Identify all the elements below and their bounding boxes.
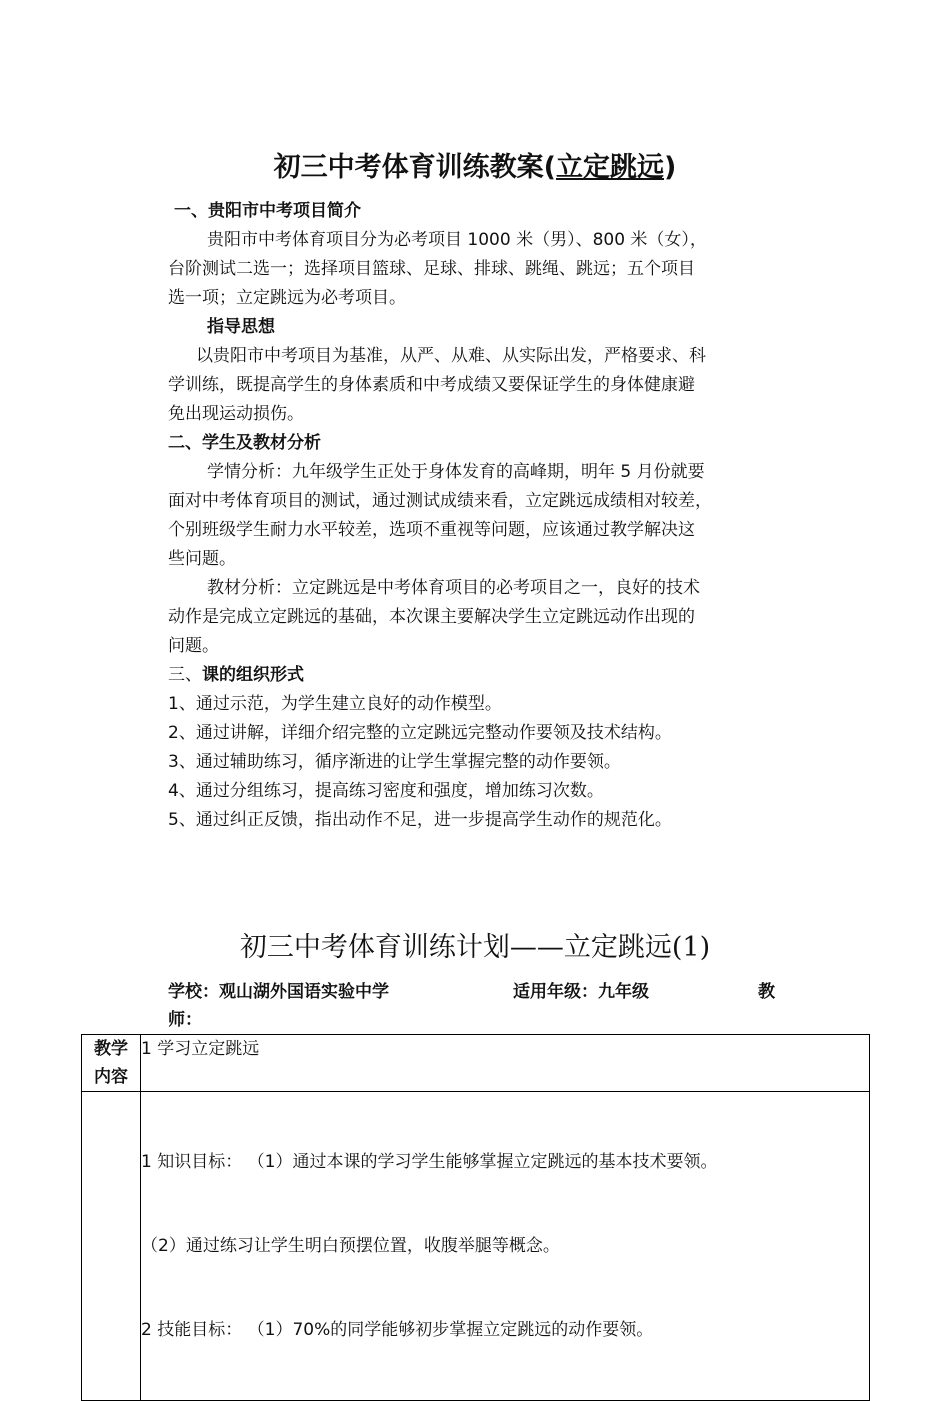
section1-line: 选一项；立定跳远为必考项目。 <box>168 288 406 308</box>
section3-heading-bold: 课的组织形式 <box>202 665 304 685</box>
org-item: 3、通过辅助练习，循序渐进的让学生掌握完整的动作要领。 <box>168 752 621 772</box>
guiding-heading: 指导思想 <box>207 317 275 337</box>
section1-heading: 一、贵阳市中考项目简介 <box>174 201 361 221</box>
org-item: 2、通过讲解，详细介绍完整的立定跳远完整动作要领及技术结构。 <box>168 723 672 743</box>
material-analysis-line: 教材分析：立定跳远是中考体育项目的必考项目之一，良好的技术 <box>207 578 700 598</box>
guiding-line: 学训练，既提高学生的身体素质和中考成绩又要保证学生的身体健康避 <box>168 375 695 395</box>
objective-line: 2 技能目标： （1）70%的同学能够初步掌握立定跳远的动作要领。 <box>141 1320 654 1340</box>
material-analysis-line: 问题。 <box>168 636 219 656</box>
objective-line: （2）通过练习让学生明白预摆位置，收腹举腿等概念。 <box>141 1236 560 1256</box>
section3-heading <box>168 661 790 690</box>
org-item: 4、通过分组练习，提高练习密度和强度，增加练习次数。 <box>168 781 604 801</box>
student-analysis-line: 些问题。 <box>168 549 236 569</box>
material-analysis-line: 动作是完成立定跳远的基础，本次课主要解决学生立定跳远动作出现的 <box>168 607 695 627</box>
student-analysis-line: 学情分析：九年级学生正处于身体发育的高峰期，明年 5 月份就要 <box>207 462 705 482</box>
title-prefix: 初三中考体育训练教案 <box>273 152 544 183</box>
objectives-cell <box>141 1092 870 1401</box>
section1-line: 贵阳市中考体育项目分为必考项目 1000 米（男）、800 米（女）， <box>207 230 707 250</box>
section3-heading-prefix: 三、 <box>168 665 202 685</box>
student-analysis-line: 个别班级学生耐力水平较差，选项不重视等问题，应该通过教学解决这 <box>168 520 695 540</box>
table-row <box>82 1092 870 1401</box>
teaching-content-cell: 1 学习立定跳远 <box>141 1035 870 1092</box>
header-line: 教学 <box>94 1039 128 1059</box>
teaching-content-header <box>82 1035 141 1092</box>
lesson-plan-title <box>0 148 950 188</box>
org-item: 5、通过纠正反馈，指出动作不足，进一步提高学生动作的规范化。 <box>168 810 672 830</box>
teacher-label-part1: 教 <box>758 982 775 1002</box>
school-label: 学校：观山湖外国语实验中学 <box>168 982 389 1002</box>
title-open-paren: ( <box>543 152 556 183</box>
grade-label: 适用年级：九年级 <box>513 982 649 1002</box>
plan-table <box>81 1034 870 1401</box>
guiding-line: 以贵阳市中考项目为基准，从严、从难、从实际出发，严格要求、科 <box>196 346 706 366</box>
objectives-header <box>82 1092 141 1401</box>
title-close-paren: ) <box>664 152 677 183</box>
guiding-line: 免出现运动损伤。 <box>168 404 304 424</box>
section1 <box>168 197 790 835</box>
org-item: 1、通过示范，为学生建立良好的动作模型。 <box>168 694 502 714</box>
section1-line: 台阶测试二选一；选择项目篮球、足球、排球、跳绳、跳远；五个项目 <box>168 259 695 279</box>
student-analysis-line: 面对中考体育项目的测试，通过测试成绩来看，立定跳远成绩相对较差， <box>168 491 712 511</box>
title-underlined: 立定跳远 <box>556 152 664 183</box>
teacher-label-part2: 师： <box>168 1010 202 1030</box>
header-line: 内容 <box>94 1067 128 1087</box>
objective-line: 1 知识目标： （1）通过本课的学习学生能够掌握立定跳远的基本技术要领。 <box>141 1152 718 1172</box>
table-row <box>82 1035 870 1092</box>
training-plan-title: 初三中考体育训练计划——立定跳远(1) <box>239 932 711 963</box>
section2-heading: 二、学生及教材分析 <box>168 433 321 453</box>
